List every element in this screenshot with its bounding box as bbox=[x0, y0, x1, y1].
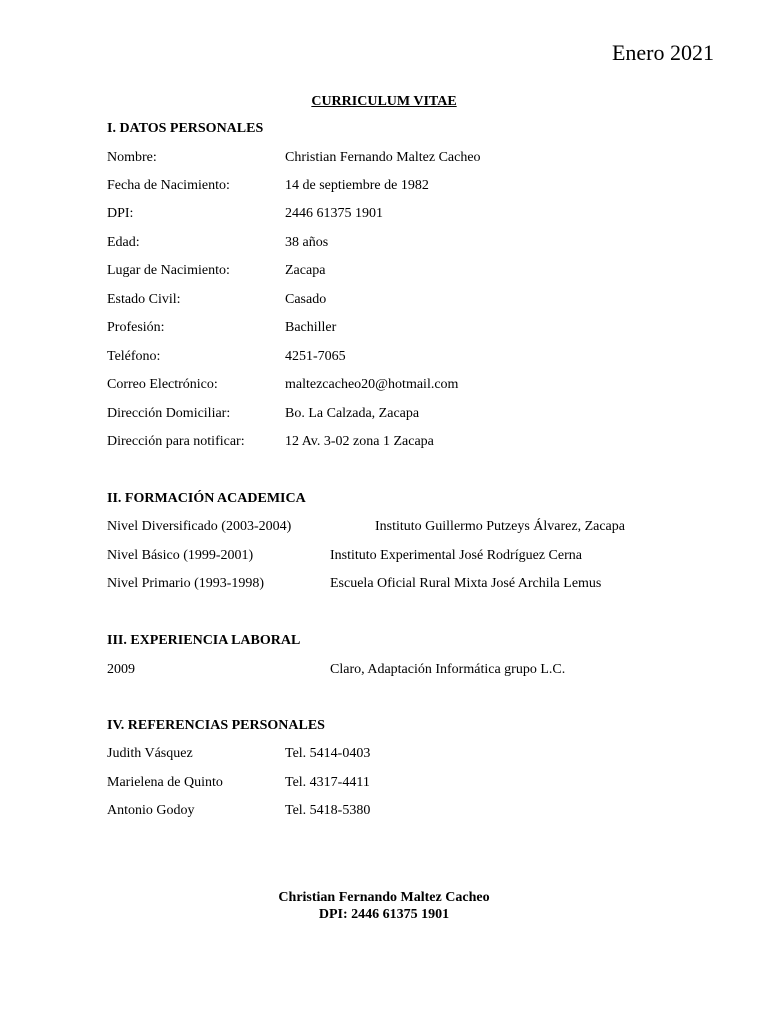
document-title: CURRICULUM VITAE bbox=[311, 94, 457, 109]
section-heading-education: II. FORMACIÓN ACADEMICA bbox=[107, 491, 306, 506]
personal-value: maltezcacheo20@hotmail.com bbox=[285, 377, 459, 392]
experience-year: 2009 bbox=[107, 662, 135, 677]
personal-row bbox=[0, 290, 768, 310]
experience-row bbox=[0, 660, 768, 680]
section-heading-personal: I. DATOS PERSONALES bbox=[107, 121, 264, 136]
reference-name: Marielena de Quinto bbox=[107, 775, 223, 790]
education-level: Nivel Básico (1999-2001) bbox=[107, 548, 254, 563]
personal-label: Dirección Domiciliar: bbox=[107, 406, 231, 421]
personal-value: Casado bbox=[285, 292, 327, 307]
personal-row bbox=[0, 233, 768, 253]
document-date: Enero 2021 bbox=[611, 40, 714, 65]
personal-label: Correo Electrónico: bbox=[107, 377, 218, 392]
education-level: Nivel Diversificado (2003-2004) bbox=[107, 519, 292, 534]
personal-row bbox=[0, 375, 768, 395]
section-heading-references: IV. REFERENCIAS PERSONALES bbox=[107, 718, 325, 733]
reference-phone: Tel. 5418-5380 bbox=[285, 803, 371, 818]
education-institution: Escuela Oficial Rural Mixta José Archila Lemus bbox=[330, 576, 602, 591]
reference-phone: Tel. 4317-4411 bbox=[285, 775, 370, 790]
section-heading-experience: III. EXPERIENCIA LABORAL bbox=[107, 633, 301, 648]
education-institution: Instituto Experimental José Rodríguez Cerna bbox=[330, 548, 582, 563]
personal-label: Teléfono: bbox=[107, 349, 161, 364]
personal-value: Christian Fernando Maltez Cacheo bbox=[285, 150, 481, 165]
education-row bbox=[0, 574, 768, 594]
signature-name: Christian Fernando Maltez Cacheo bbox=[278, 890, 490, 905]
education-institution: Instituto Guillermo Putzeys Álvarez, Zacapa bbox=[375, 519, 625, 534]
personal-label: Profesión: bbox=[107, 320, 165, 335]
personal-row bbox=[0, 404, 768, 424]
personal-label: Estado Civil: bbox=[107, 292, 181, 307]
personal-row bbox=[0, 148, 768, 168]
personal-row bbox=[0, 432, 768, 452]
personal-value: Bo. La Calzada, Zacapa bbox=[285, 406, 420, 421]
personal-row bbox=[0, 347, 768, 367]
personal-label: Edad: bbox=[107, 235, 140, 250]
reference-row bbox=[0, 801, 768, 821]
personal-value: 38 años bbox=[285, 235, 329, 250]
personal-value: 4251-7065 bbox=[285, 349, 346, 364]
personal-label: DPI: bbox=[107, 206, 134, 221]
personal-label: Lugar de Nacimiento: bbox=[107, 263, 230, 278]
personal-label: Dirección para notificar: bbox=[107, 434, 245, 449]
personal-value: 14 de septiembre de 1982 bbox=[285, 178, 429, 193]
reference-row bbox=[0, 744, 768, 764]
education-row bbox=[0, 517, 768, 537]
personal-label: Fecha de Nacimiento: bbox=[107, 178, 230, 193]
experience-company: Claro, Adaptación Informática grupo L.C. bbox=[330, 662, 566, 677]
reference-phone: Tel. 5414-0403 bbox=[285, 746, 371, 761]
education-level: Nivel Primario (1993-1998) bbox=[107, 576, 265, 591]
personal-value: Zacapa bbox=[285, 263, 326, 278]
personal-row bbox=[0, 176, 768, 196]
reference-row bbox=[0, 773, 768, 793]
reference-name: Judith Vásquez bbox=[107, 746, 193, 761]
personal-row bbox=[0, 204, 768, 224]
personal-value: Bachiller bbox=[285, 320, 337, 335]
personal-label: Nombre: bbox=[107, 150, 157, 165]
personal-row bbox=[0, 318, 768, 338]
personal-value: 12 Av. 3-02 zona 1 Zacapa bbox=[285, 434, 434, 449]
education-row bbox=[0, 546, 768, 566]
personal-value: 2446 61375 1901 bbox=[285, 206, 383, 221]
reference-name: Antonio Godoy bbox=[107, 803, 195, 818]
personal-row bbox=[0, 261, 768, 281]
signature-dpi: DPI: 2446 61375 1901 bbox=[318, 907, 450, 922]
